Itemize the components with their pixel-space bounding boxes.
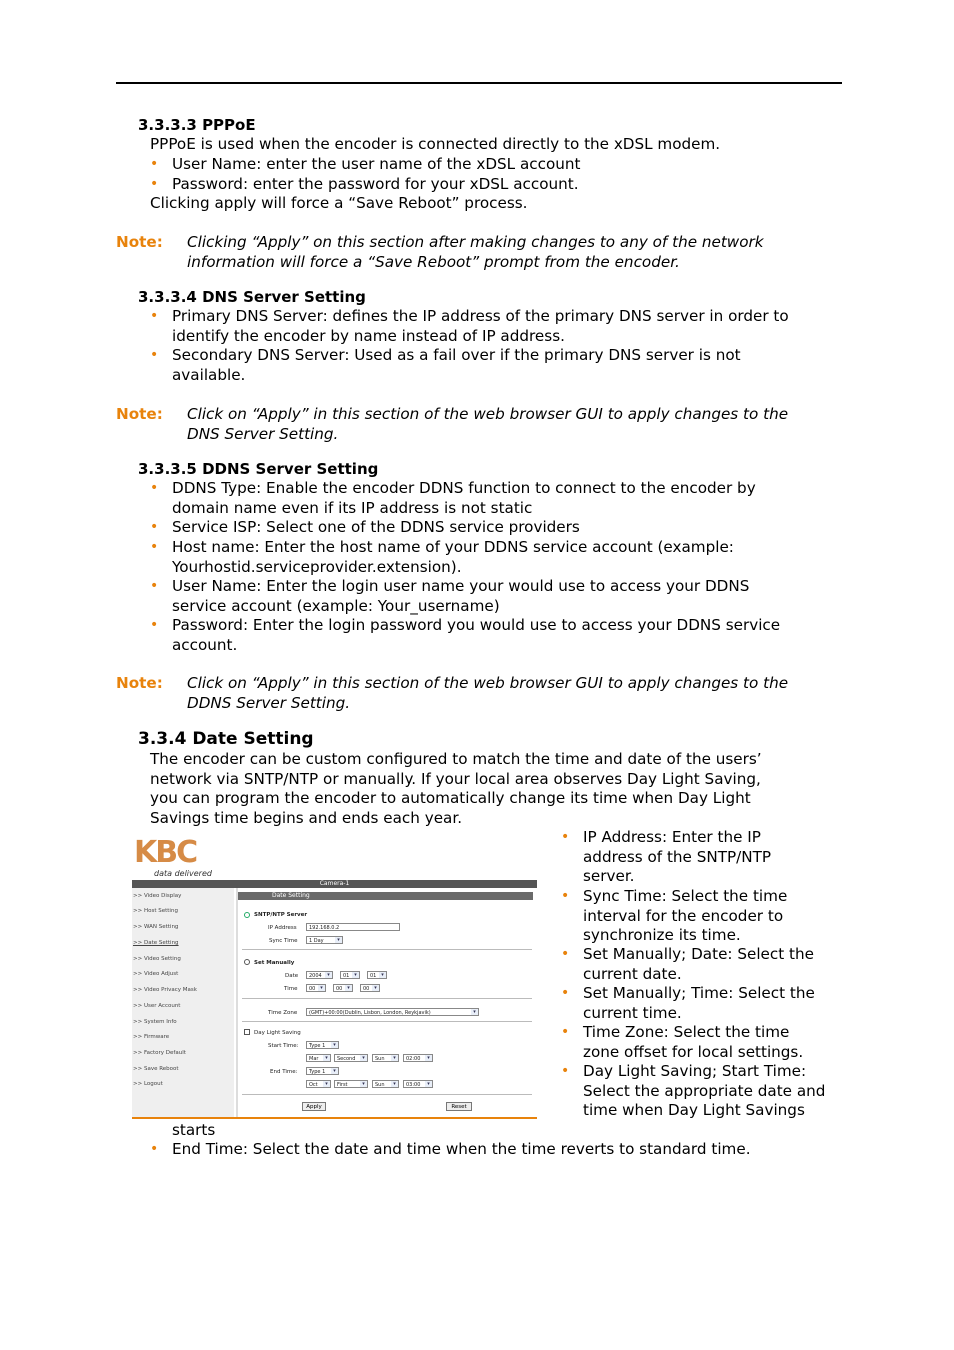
list-item: • Set Manually; Time: Select the current time.	[561, 984, 815, 1022]
bullet-icon: •	[561, 985, 570, 1001]
heading-dns: 3.3.3.4 DNS Server Setting	[138, 288, 366, 306]
time-zone-select[interactable]: (GMT)+00:00(Dublin, Lisbon, London, Reykjavik) ▾	[306, 1008, 479, 1016]
start-type-select[interactable]: Type 1 ▾	[306, 1041, 339, 1049]
list-item: • Primary DNS Server: defines the IP address of the primary DNS server in order to identify the encoder by name instead of IP address.	[150, 307, 789, 345]
chevron-down-icon: ▾	[372, 985, 379, 991]
date-month-select[interactable]: 01 ▾	[340, 971, 360, 979]
sidebar-item-video-adjust[interactable]: >> Video Adjust	[133, 971, 179, 977]
note-label: Note:	[116, 233, 163, 251]
chevron-down-icon: ▾	[323, 1081, 330, 1087]
start-month-select[interactable]: Mar ▾	[306, 1054, 331, 1062]
note-text: Click on “Apply” in this section of the web browser GUI to apply changes to the DNS Server Setting.	[187, 405, 789, 443]
list-item: • Secondary DNS Server: Used as a fail over if the primary DNS server is not available.	[150, 346, 741, 384]
start-week-select[interactable]: Second ▾	[334, 1054, 368, 1062]
heading-pppoe: 3.3.3.3 PPPoE	[138, 116, 256, 134]
bullet-icon: •	[561, 946, 570, 962]
bullet-icon: •	[150, 308, 159, 324]
date-day-select[interactable]: 01 ▾	[367, 971, 387, 979]
list-item: • User Name: enter the user name of the xDSL account	[150, 155, 581, 173]
pppoe-intro: PPPoE is used when the encoder is connected directly to the xDSL modem.	[150, 135, 721, 153]
bullet-icon: •	[150, 156, 159, 172]
sidebar-item-factory-default[interactable]: >> Factory Default	[133, 1050, 186, 1056]
bullet-icon: •	[150, 347, 159, 363]
note-label: Note:	[116, 674, 163, 692]
date-setting-panel	[236, 888, 539, 1118]
sync-label: Sync Time	[269, 938, 298, 944]
date-year-select[interactable]: 2004 ▾	[306, 971, 333, 979]
list-item: • Password: Enter the login password you would use to access your DDNS service account.	[150, 616, 781, 654]
chevron-down-icon: ▾	[391, 1055, 398, 1061]
bullet-icon: •	[150, 480, 159, 496]
sidebar-item-video-setting[interactable]: >> Video Setting	[133, 956, 181, 962]
list-item: • Sync Time: Select the time interval for the encoder to synchronize its time.	[561, 887, 788, 945]
chevron-down-icon: ▾	[352, 972, 359, 978]
chevron-down-icon: ▾	[391, 1081, 398, 1087]
ip-label: IP Address	[268, 925, 297, 931]
chevron-down-icon: ▾	[331, 1042, 338, 1048]
sidebar-item-system-info[interactable]: >> System Info	[133, 1019, 177, 1025]
chevron-down-icon: ▾	[425, 1081, 432, 1087]
dls-label: Day Light Saving	[254, 1030, 301, 1036]
bullet-icon: •	[150, 578, 159, 594]
time-minute-select[interactable]: 00 ▾	[333, 984, 353, 992]
sidebar-menu	[132, 888, 234, 1118]
list-item: • Time Zone: Select the time zone offset for local settings.	[561, 1023, 804, 1061]
chevron-down-icon: ▾	[331, 1068, 338, 1074]
kbc-logo: KBC data delivered	[134, 835, 212, 878]
start-label: Start Time:	[268, 1043, 299, 1049]
time-second-select[interactable]: 00 ▾	[360, 984, 380, 992]
list-item: • End Time: Select the date and time when the time reverts to standard time.	[150, 1140, 751, 1158]
sidebar-item-video-privacy-mask[interactable]: >> Video Privacy Mask	[133, 987, 197, 993]
ip-address-input[interactable]: 192.168.0.2	[306, 923, 400, 931]
panel-title: Date Setting	[238, 892, 533, 900]
end-type-select[interactable]: Type 1 ▾	[306, 1067, 339, 1075]
chevron-down-icon: ▾	[325, 972, 332, 978]
bullet-icon: •	[150, 1141, 159, 1157]
bullet-icon: •	[561, 1024, 570, 1040]
bullet-icon: •	[561, 829, 570, 845]
chevron-down-icon: ▾	[425, 1055, 432, 1061]
manual-label: Set Manually	[254, 960, 295, 966]
note-text: Clicking “Apply” on this section after making changes to any of the network information will force a “Save Reboot” prompt from the encoder.	[187, 233, 764, 271]
sidebar-item-host-setting[interactable]: >> Host Setting	[133, 908, 178, 914]
bullet-icon: •	[150, 176, 159, 192]
pppoe-outro: Clicking apply will force a “Save Reboot” process.	[150, 194, 528, 212]
bullet-icon: •	[150, 617, 159, 633]
date-label: Date	[285, 973, 299, 979]
date-para: The encoder can be custom configured to match the time and date of the users’ network via SNTP/NTP or manually. If your local area observes Day Light Saving, you can program the encoder to automatically change its time when Day Light Savings time begins and ends each year.	[150, 750, 762, 827]
chevron-down-icon: ▾	[379, 972, 386, 978]
list-item: • IP Address: Enter the IP address of the SNTP/NTP server.	[561, 828, 772, 886]
bullet-icon: •	[561, 1063, 570, 1079]
list-item: • User Name: Enter the login user name your would use to access your DDNS service account (example: Your_username)	[150, 577, 750, 615]
bullet-icon: •	[150, 539, 159, 555]
sidebar-item-wan-setting[interactable]: >> WAN Setting	[133, 924, 179, 930]
list-item: • Password: enter the password for your xDSL account.	[150, 175, 579, 193]
sync-time-select[interactable]: 1 Day ▾	[306, 936, 343, 944]
time-hour-select[interactable]: 00 ▾	[306, 984, 326, 992]
end-label: End Time:	[270, 1069, 298, 1075]
start-day-select[interactable]: Sun ▾	[372, 1054, 399, 1062]
sidebar-item-date-setting[interactable]: >> Date Setting	[133, 940, 179, 946]
chevron-down-icon: ▾	[360, 1081, 367, 1087]
dls-checkbox[interactable]	[244, 1029, 250, 1035]
list-item: • DDNS Type: Enable the encoder DDNS function to connect to the encoder by domain name even if its IP address is not static	[150, 479, 756, 517]
time-label: Time	[284, 986, 298, 992]
camera-bar: Camera-1	[132, 880, 537, 888]
end-time-select[interactable]: 03:00 ▾	[403, 1080, 433, 1088]
sidebar-item-firmware[interactable]: >> Firmware	[133, 1034, 170, 1040]
chevron-down-icon: ▾	[471, 1009, 478, 1015]
note-label: Note:	[116, 405, 163, 423]
chevron-down-icon: ▾	[345, 985, 352, 991]
sidebar-item-video-display[interactable]: >> Video Display	[133, 893, 182, 899]
continuation-text: starts	[172, 1121, 216, 1139]
sidebar-item-logout[interactable]: >> Logout	[133, 1081, 163, 1087]
end-day-select[interactable]: Sun ▾	[372, 1080, 399, 1088]
list-item: • Service ISP: Select one of the DDNS service providers	[150, 518, 580, 536]
apply-button[interactable]: Apply	[302, 1102, 326, 1111]
start-time-select[interactable]: 02:00 ▾	[403, 1054, 433, 1062]
reset-button[interactable]: Reset	[446, 1102, 472, 1111]
chevron-down-icon: ▾	[360, 1055, 367, 1061]
header-rule	[116, 82, 842, 84]
divider	[132, 1117, 537, 1119]
sntp-radio[interactable]	[244, 912, 250, 918]
sidebar-item-user-account[interactable]: >> User Account	[133, 1003, 181, 1009]
heading-ddns: 3.3.3.5 DDNS Server Setting	[138, 460, 379, 478]
date-setting-screenshot	[132, 833, 537, 1120]
chevron-down-icon: ▾	[323, 1055, 330, 1061]
list-item: • Set Manually; Date: Select the current date.	[561, 945, 814, 983]
chevron-down-icon: ▾	[335, 937, 342, 943]
chevron-down-icon: ▾	[318, 985, 325, 991]
sidebar-item-save-reboot[interactable]: >> Save Reboot	[133, 1066, 179, 1072]
manual-radio[interactable]	[244, 959, 250, 965]
list-item: • Day Light Saving; Start Time: Select the appropriate date and time when Day Light Savings	[561, 1062, 826, 1120]
heading-date-setting: 3.3.4 Date Setting	[138, 729, 314, 749]
note-text: Click on “Apply” in this section of the web browser GUI to apply changes to the DDNS Server Setting.	[187, 674, 789, 712]
bullet-icon: •	[561, 888, 570, 904]
bullet-icon: •	[150, 519, 159, 535]
tz-label: Time Zone	[268, 1010, 298, 1016]
end-month-select[interactable]: Oct ▾	[306, 1080, 331, 1088]
sntp-label: SNTP/NTP Server	[254, 912, 308, 918]
list-item: • Host name: Enter the host name of your DDNS service account (example: Yourhostid.serviceprovider.extension).	[150, 538, 734, 576]
end-week-select[interactable]: First ▾	[334, 1080, 368, 1088]
